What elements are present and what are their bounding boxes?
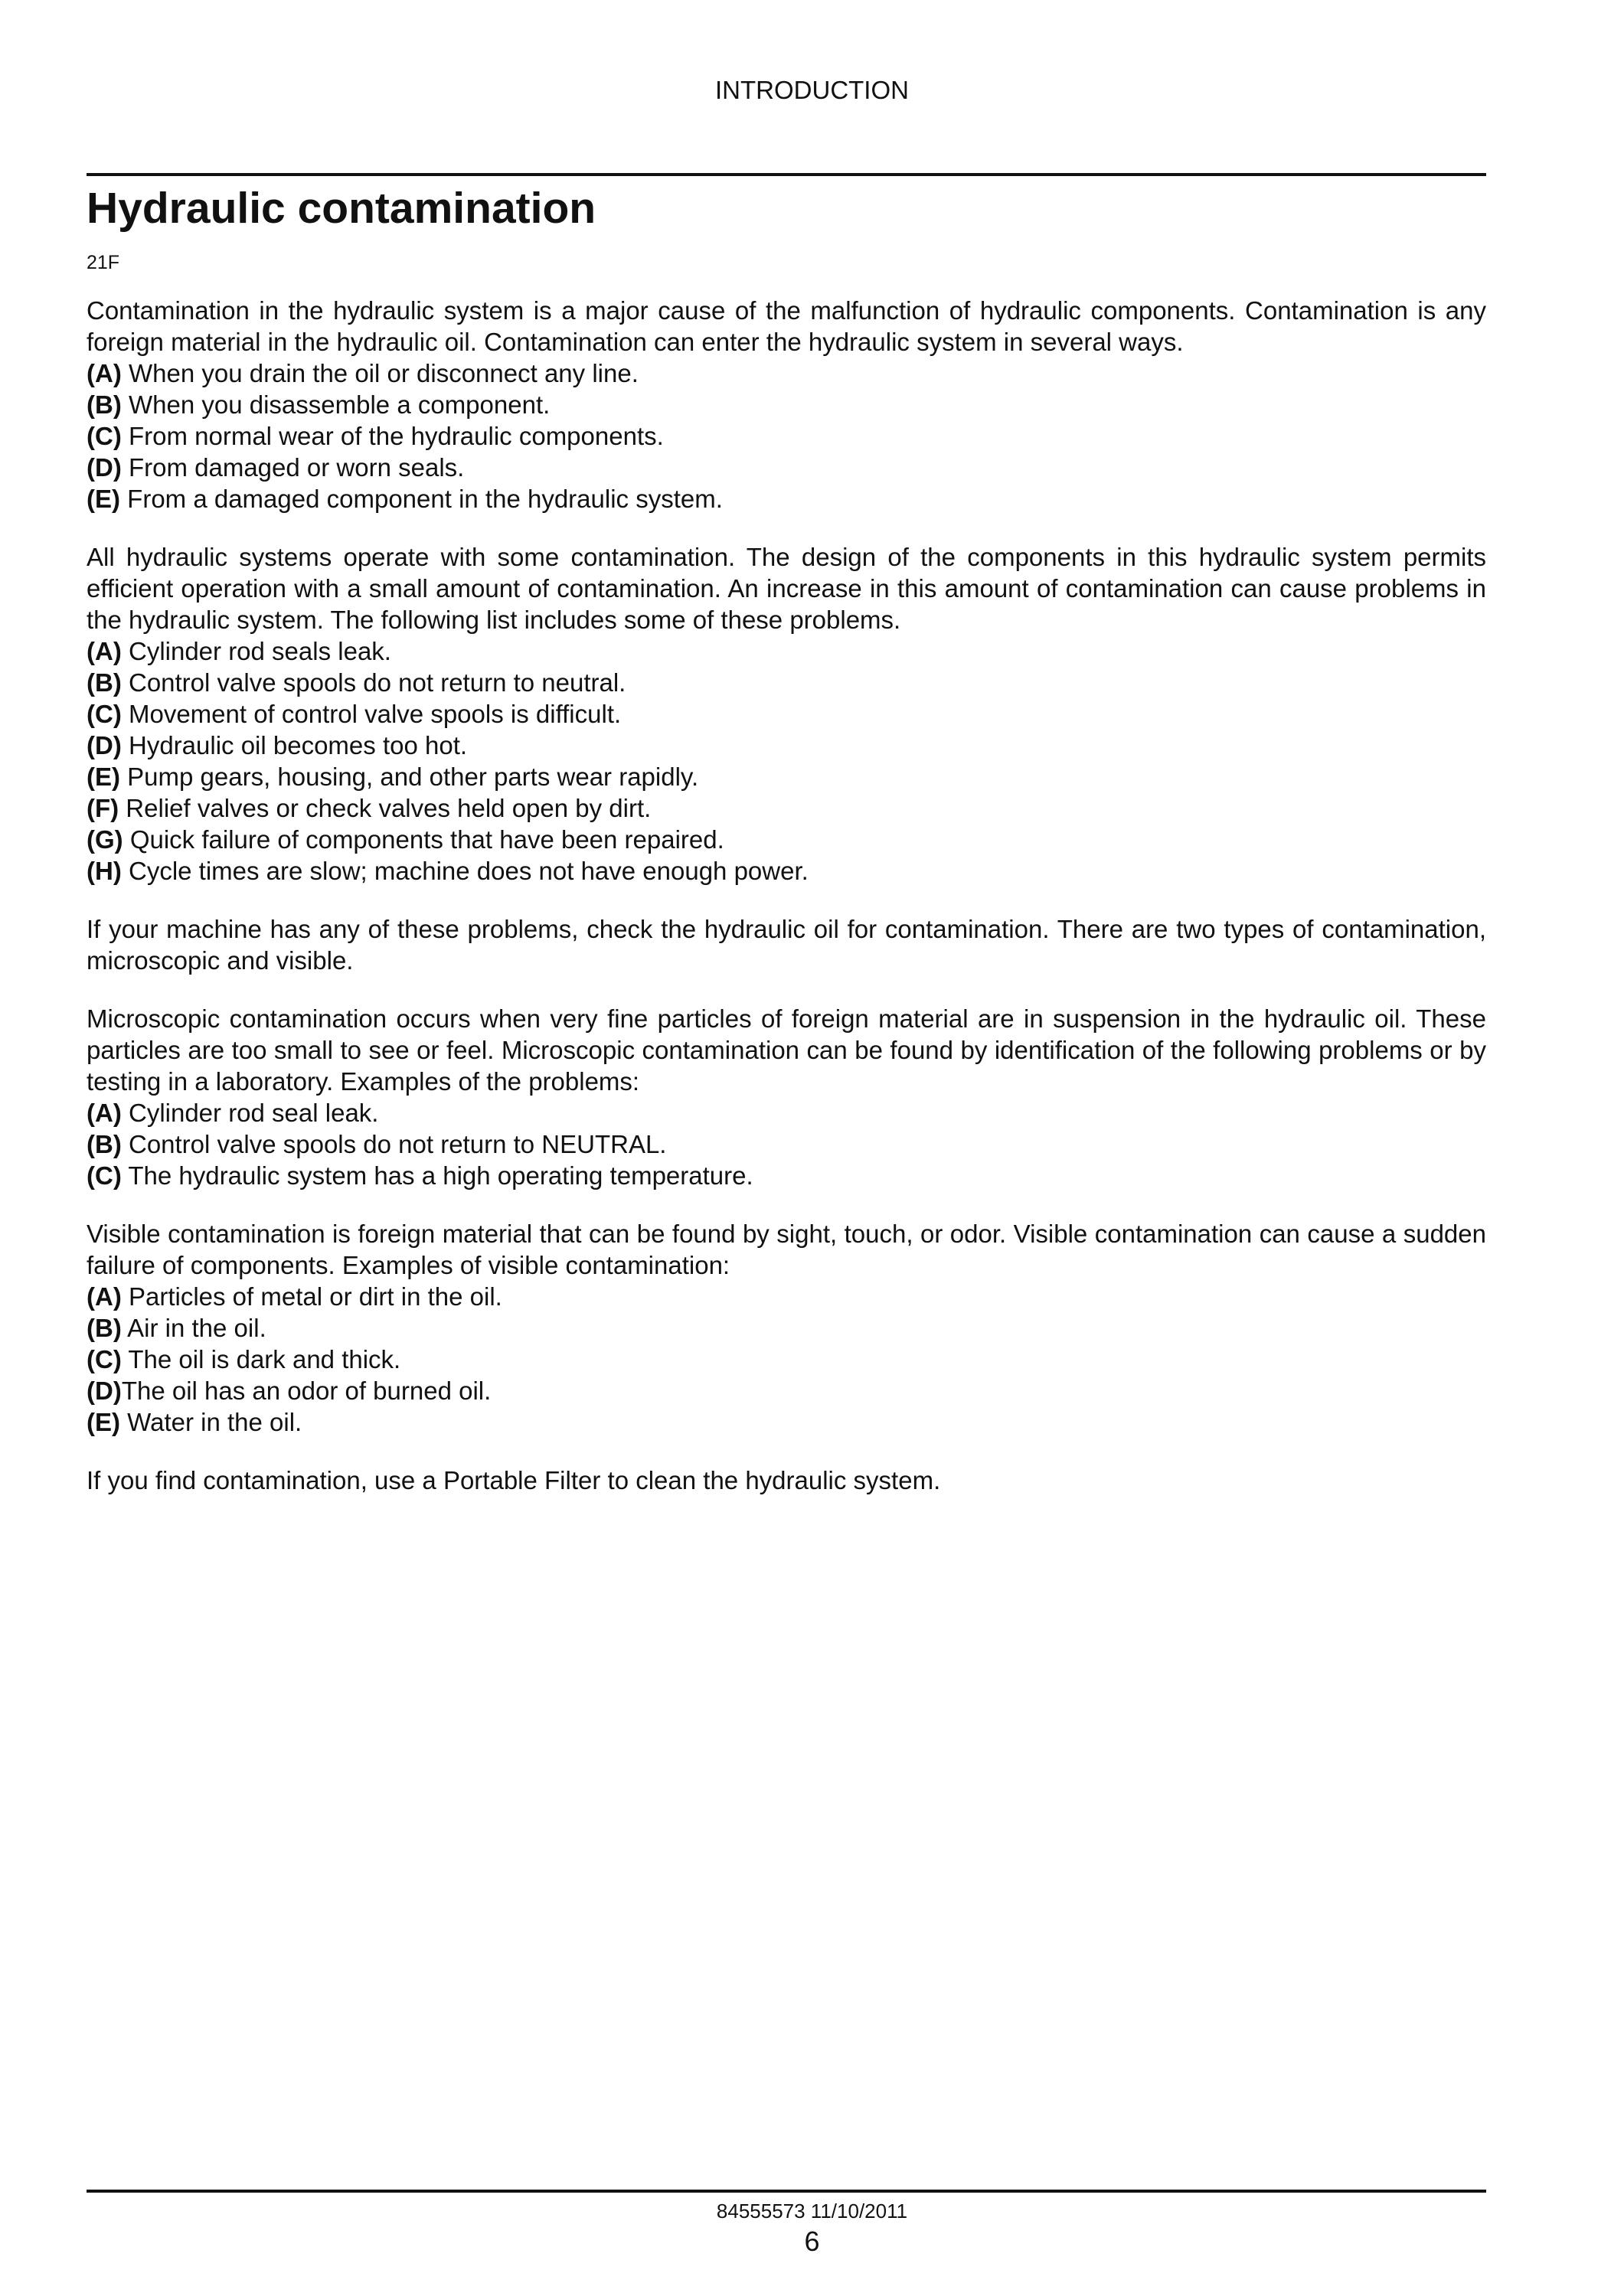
item-list bbox=[87, 635, 1486, 887]
item-list bbox=[87, 1281, 1486, 1438]
list-item bbox=[87, 698, 1486, 730]
list-item bbox=[87, 1097, 1486, 1128]
paragraph-block bbox=[87, 1218, 1486, 1438]
list-item bbox=[87, 855, 1486, 887]
list-item bbox=[87, 389, 1486, 420]
list-item-tag: (B) bbox=[87, 1314, 122, 1342]
list-item bbox=[87, 824, 1486, 855]
paragraph-text: Visible contamination is foreign material that can be found by sight, touch, or odor. Visible contamination can cause a sudden failure of components. Examples of visible contamination: bbox=[87, 1220, 1486, 1279]
list-item bbox=[87, 792, 1486, 824]
item-list bbox=[87, 358, 1486, 514]
paragraph-text: All hydraulic systems operate with some contamination. The design of the components in this hydraulic system permits efficient operation with a small amount of contamination. An increase in this amount of contamination can cause problems in the hydraulic system. The following list includes some of these problems. bbox=[87, 543, 1486, 634]
list-item-text: Cycle times are slow; machine does not have enough power. bbox=[121, 857, 809, 885]
list-item-text: Quick failure of components that have been repaired. bbox=[123, 825, 724, 854]
list-item-text: Movement of control valve spools is difficult. bbox=[121, 700, 622, 728]
list-item-text: Hydraulic oil becomes too hot. bbox=[121, 731, 468, 759]
list-item-tag: (E) bbox=[87, 1408, 120, 1436]
list-item-tag: (A) bbox=[87, 359, 122, 387]
paragraph-block bbox=[87, 1465, 1486, 1496]
list-item-text: When you disassemble a component. bbox=[121, 390, 551, 419]
list-item bbox=[87, 358, 1486, 389]
list-item-tag: (D) bbox=[87, 453, 122, 482]
list-item-tag: (A) bbox=[87, 1099, 122, 1127]
list-item bbox=[87, 1375, 1486, 1406]
paragraph-block bbox=[87, 541, 1486, 887]
page-title: Hydraulic contamination bbox=[87, 184, 596, 233]
list-item-tag: (G) bbox=[87, 825, 123, 854]
list-item-text: The hydraulic system has a high operating temperature. bbox=[121, 1161, 753, 1190]
list-item-tag: (A) bbox=[87, 637, 122, 665]
item-list bbox=[87, 1097, 1486, 1191]
list-item bbox=[87, 1160, 1486, 1191]
list-item-tag: (A) bbox=[87, 1282, 122, 1311]
list-item-tag: (C) bbox=[87, 700, 122, 728]
list-item-text: Air in the oil. bbox=[121, 1314, 266, 1342]
list-item bbox=[87, 761, 1486, 792]
list-item bbox=[87, 635, 1486, 667]
list-item-tag: (B) bbox=[87, 390, 122, 419]
list-item bbox=[87, 452, 1486, 483]
footer-rule bbox=[87, 2190, 1486, 2193]
paragraph-blocks bbox=[87, 295, 1486, 1496]
list-item-text: The oil has an odor of burned oil. bbox=[121, 1377, 492, 1405]
list-item-tag: (H) bbox=[87, 857, 122, 885]
list-item bbox=[87, 667, 1486, 698]
paragraph-text: If you find contamination, use a Portable Filter to clean the hydraulic system. bbox=[87, 1466, 941, 1494]
list-item-text: Cylinder rod seals leak. bbox=[121, 637, 391, 665]
list-item-tag: (C) bbox=[87, 1345, 122, 1373]
list-item-tag: (C) bbox=[87, 422, 122, 450]
list-item-tag: (C) bbox=[87, 1161, 122, 1190]
list-item bbox=[87, 1281, 1486, 1312]
list-item-tag: (D) bbox=[87, 731, 122, 759]
list-item-text: Cylinder rod seal leak. bbox=[121, 1099, 379, 1127]
list-item-text: The oil is dark and thick. bbox=[121, 1345, 401, 1373]
list-item bbox=[87, 1406, 1486, 1438]
list-item bbox=[87, 1312, 1486, 1344]
list-item-tag: (D) bbox=[87, 1377, 122, 1405]
list-item-text: From normal wear of the hydraulic components. bbox=[121, 422, 664, 450]
list-item-text: From a damaged component in the hydraulic system. bbox=[120, 485, 723, 513]
list-item bbox=[87, 1128, 1486, 1160]
list-item-text: Particles of metal or dirt in the oil. bbox=[121, 1282, 502, 1311]
list-item-tag: (E) bbox=[87, 485, 120, 513]
list-item-tag: (E) bbox=[87, 763, 120, 791]
document-content bbox=[87, 181, 1486, 1496]
footer-doc-code: 84555573 11/10/2011 bbox=[716, 2200, 908, 2223]
list-item-text: When you drain the oil or disconnect any line. bbox=[121, 359, 639, 387]
list-item bbox=[87, 483, 1486, 514]
paragraph-text: Microscopic contamination occurs when very fine particles of foreign material are in suspension in the hydraulic oil. These particles are too small to see or feel. Microscopic contamination can be found by identification of the following problems or by testing in a laboratory. Examples of the problems: bbox=[87, 1004, 1486, 1096]
section-code: 21F bbox=[87, 252, 120, 273]
paragraph-block bbox=[87, 295, 1486, 514]
list-item-tag: (F) bbox=[87, 794, 119, 822]
paragraph-block bbox=[87, 913, 1486, 976]
list-item-tag: (B) bbox=[87, 1130, 122, 1158]
list-item-text: Relief valves or check valves held open by dirt. bbox=[119, 794, 652, 822]
list-item-text: Control valve spools do not return to neutral. bbox=[121, 668, 626, 697]
list-item bbox=[87, 730, 1486, 761]
list-item-tag: (B) bbox=[87, 668, 122, 697]
paragraph-text: Contamination in the hydraulic system is a major cause of the malfunction of hydraulic components. Contamination is any foreign material in the hydraulic oil. Contamination can enter the hydraulic system in several ways. bbox=[87, 296, 1486, 356]
list-item-text: Control valve spools do not return to NEUTRAL. bbox=[121, 1130, 667, 1158]
paragraph-text: If your machine has any of these problems, check the hydraulic oil for contamination. There are two types of contamination, microscopic and visible. bbox=[87, 915, 1486, 975]
paragraph-block bbox=[87, 1003, 1486, 1191]
list-item-text: From damaged or worn seals. bbox=[121, 453, 465, 482]
page-header-section: INTRODUCTION bbox=[715, 76, 909, 104]
header-rule bbox=[87, 173, 1486, 176]
list-item-text: Pump gears, housing, and other parts wear rapidly. bbox=[120, 763, 699, 791]
list-item bbox=[87, 420, 1486, 452]
page-number: 6 bbox=[804, 2226, 820, 2257]
list-item-text: Water in the oil. bbox=[120, 1408, 302, 1436]
list-item bbox=[87, 1344, 1486, 1375]
